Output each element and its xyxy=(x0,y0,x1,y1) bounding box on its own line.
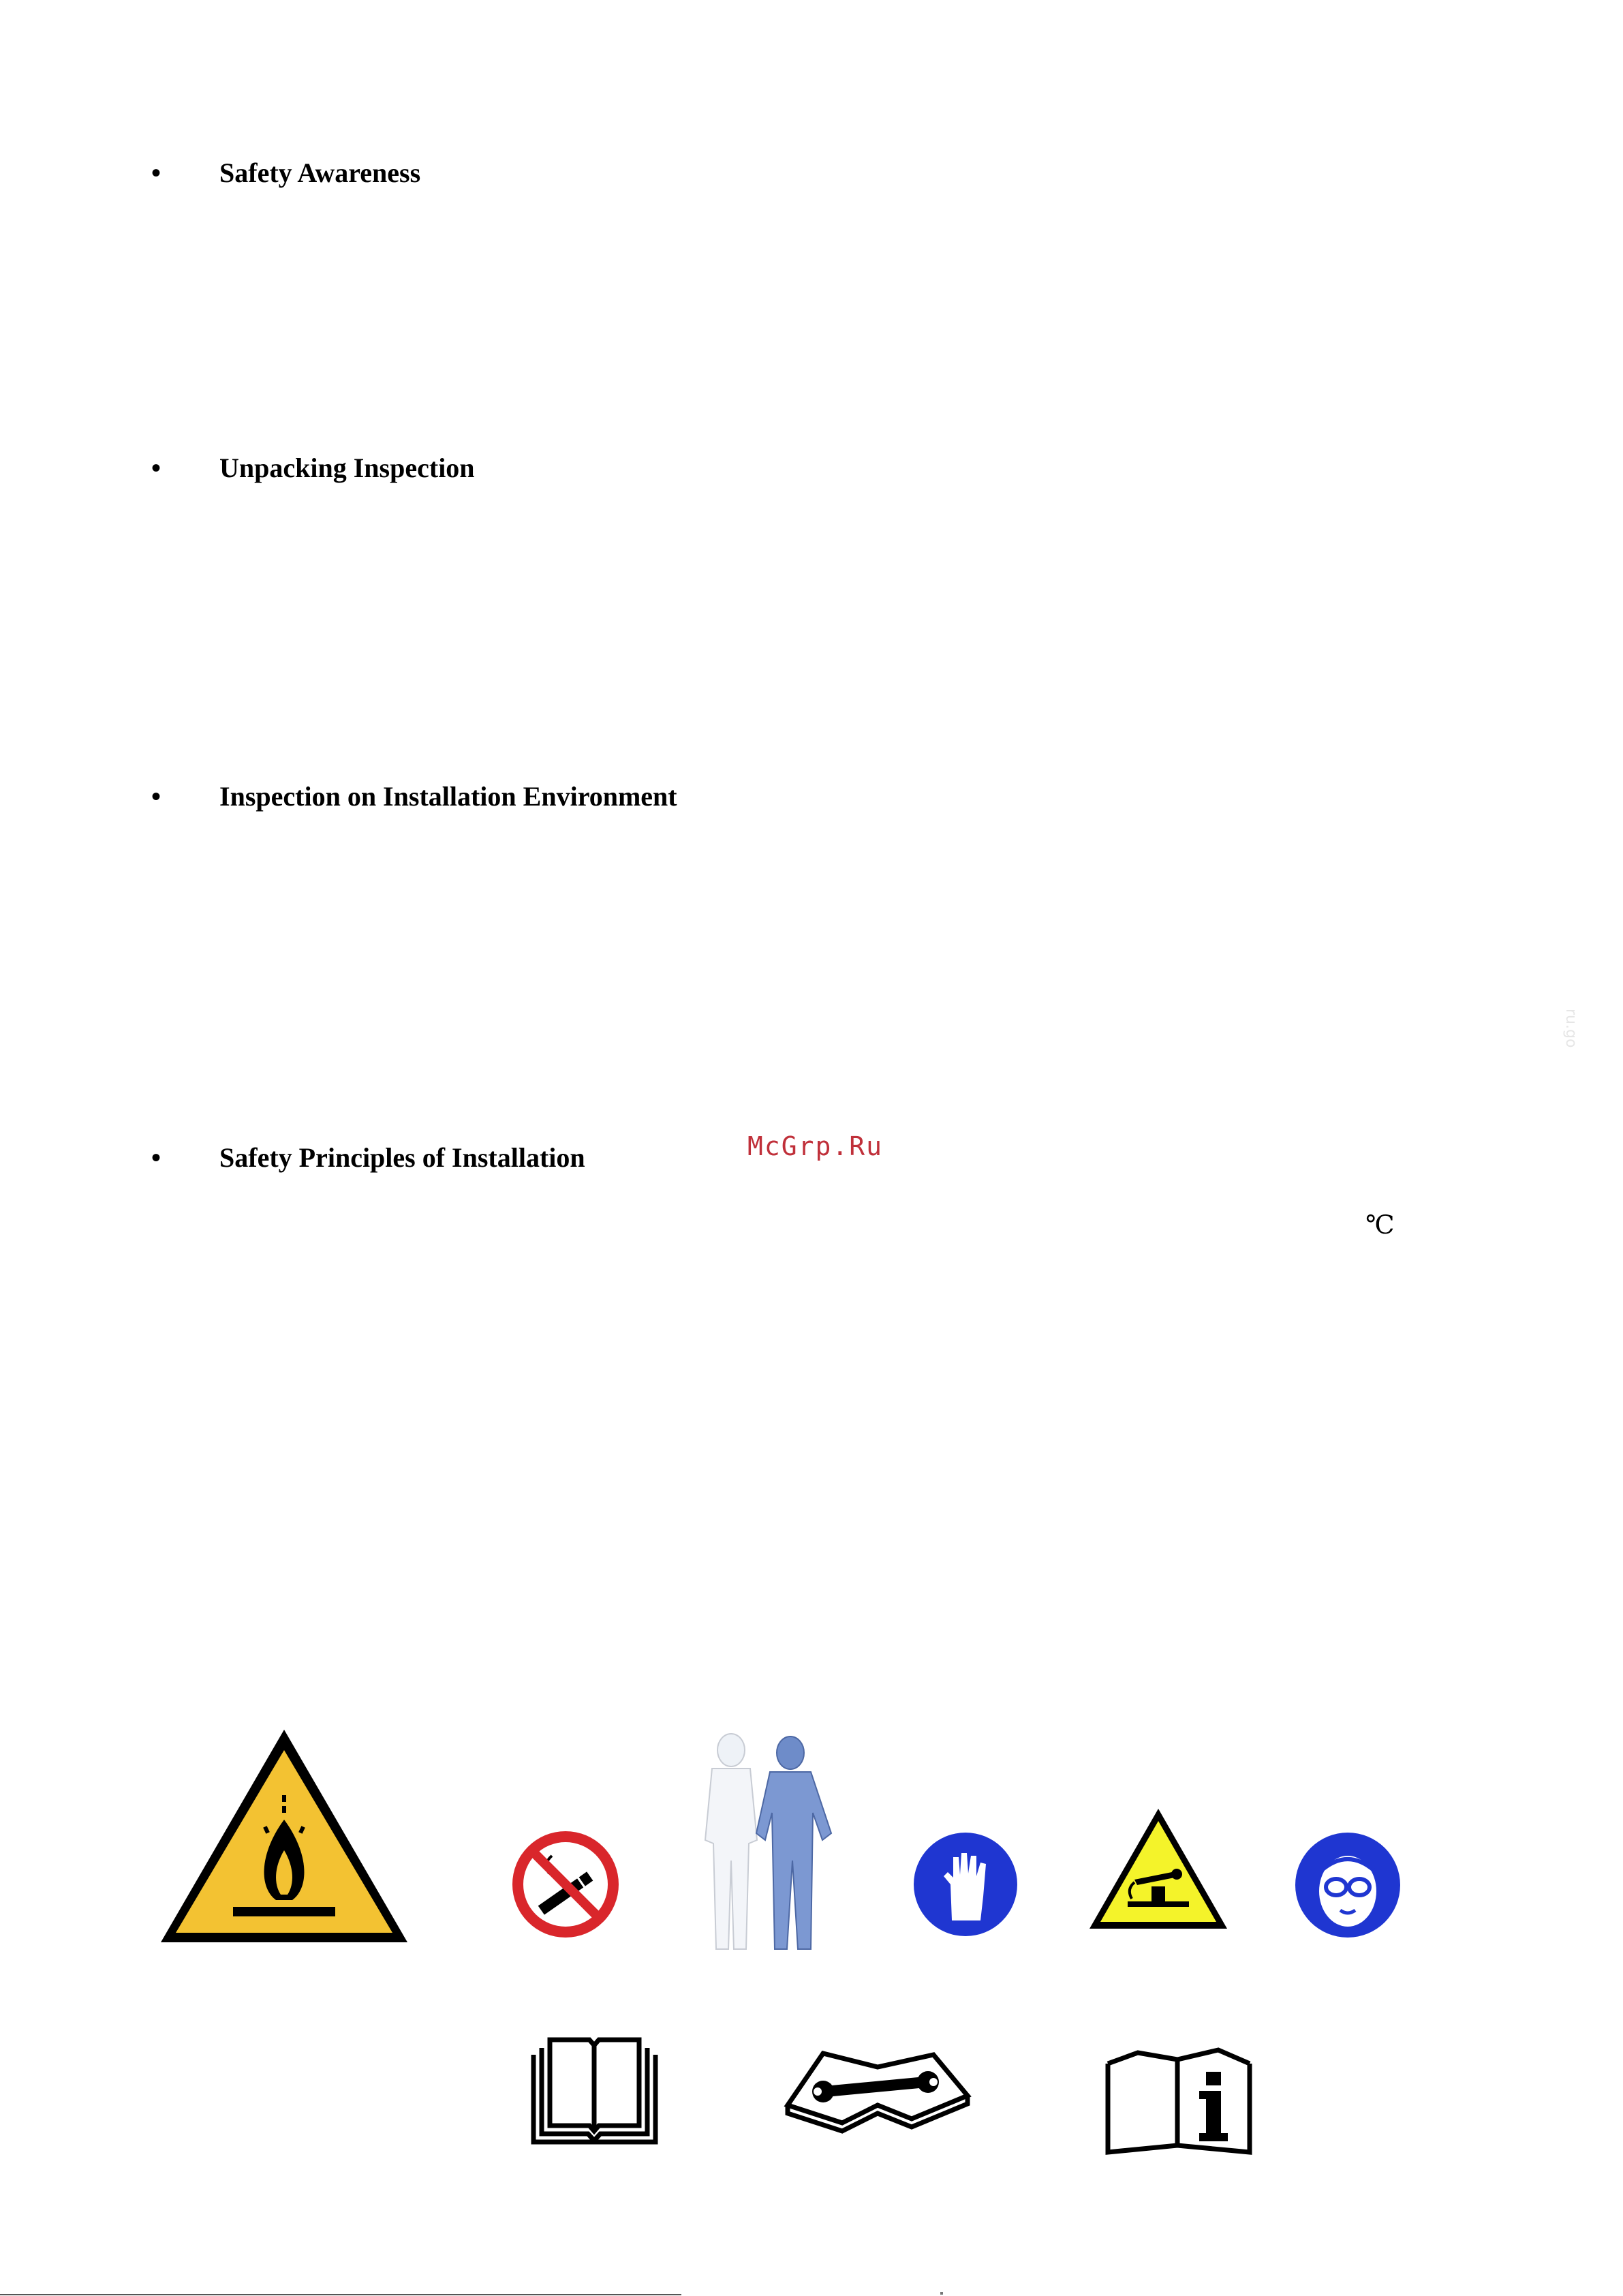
cleanroom-suit-icon xyxy=(692,1731,848,1956)
information-manual-icon xyxy=(1104,2045,1254,2157)
footer-mark xyxy=(940,2292,943,2295)
bullet: • xyxy=(151,1142,161,1173)
footer-rule xyxy=(0,2294,681,2295)
service-manual-icon xyxy=(782,2048,973,2137)
heading-text: Safety Awareness xyxy=(219,157,421,188)
wear-gloves-icon xyxy=(910,1828,1021,1940)
chemical-hazard-icon xyxy=(1087,1806,1230,1932)
heading-text: Safety Principles of Installation xyxy=(219,1142,585,1173)
bullet: • xyxy=(151,453,161,483)
bullet: • xyxy=(151,157,161,188)
heading-text: Inspection on Installation Environment xyxy=(219,781,677,812)
degree-celsius-symbol: ℃ xyxy=(1365,1211,1395,1240)
side-watermark: ru.go xyxy=(1562,1009,1579,1048)
watermark: McGrp.Ru xyxy=(747,1131,884,1161)
flammable-warning-icon xyxy=(157,1724,412,1949)
heading-text: Unpacking Inspection xyxy=(219,453,475,483)
no-smoking-icon xyxy=(510,1828,621,1940)
read-manual-icon xyxy=(528,2034,661,2147)
wear-goggles-icon xyxy=(1291,1828,1404,1942)
bullet: • xyxy=(151,781,161,812)
